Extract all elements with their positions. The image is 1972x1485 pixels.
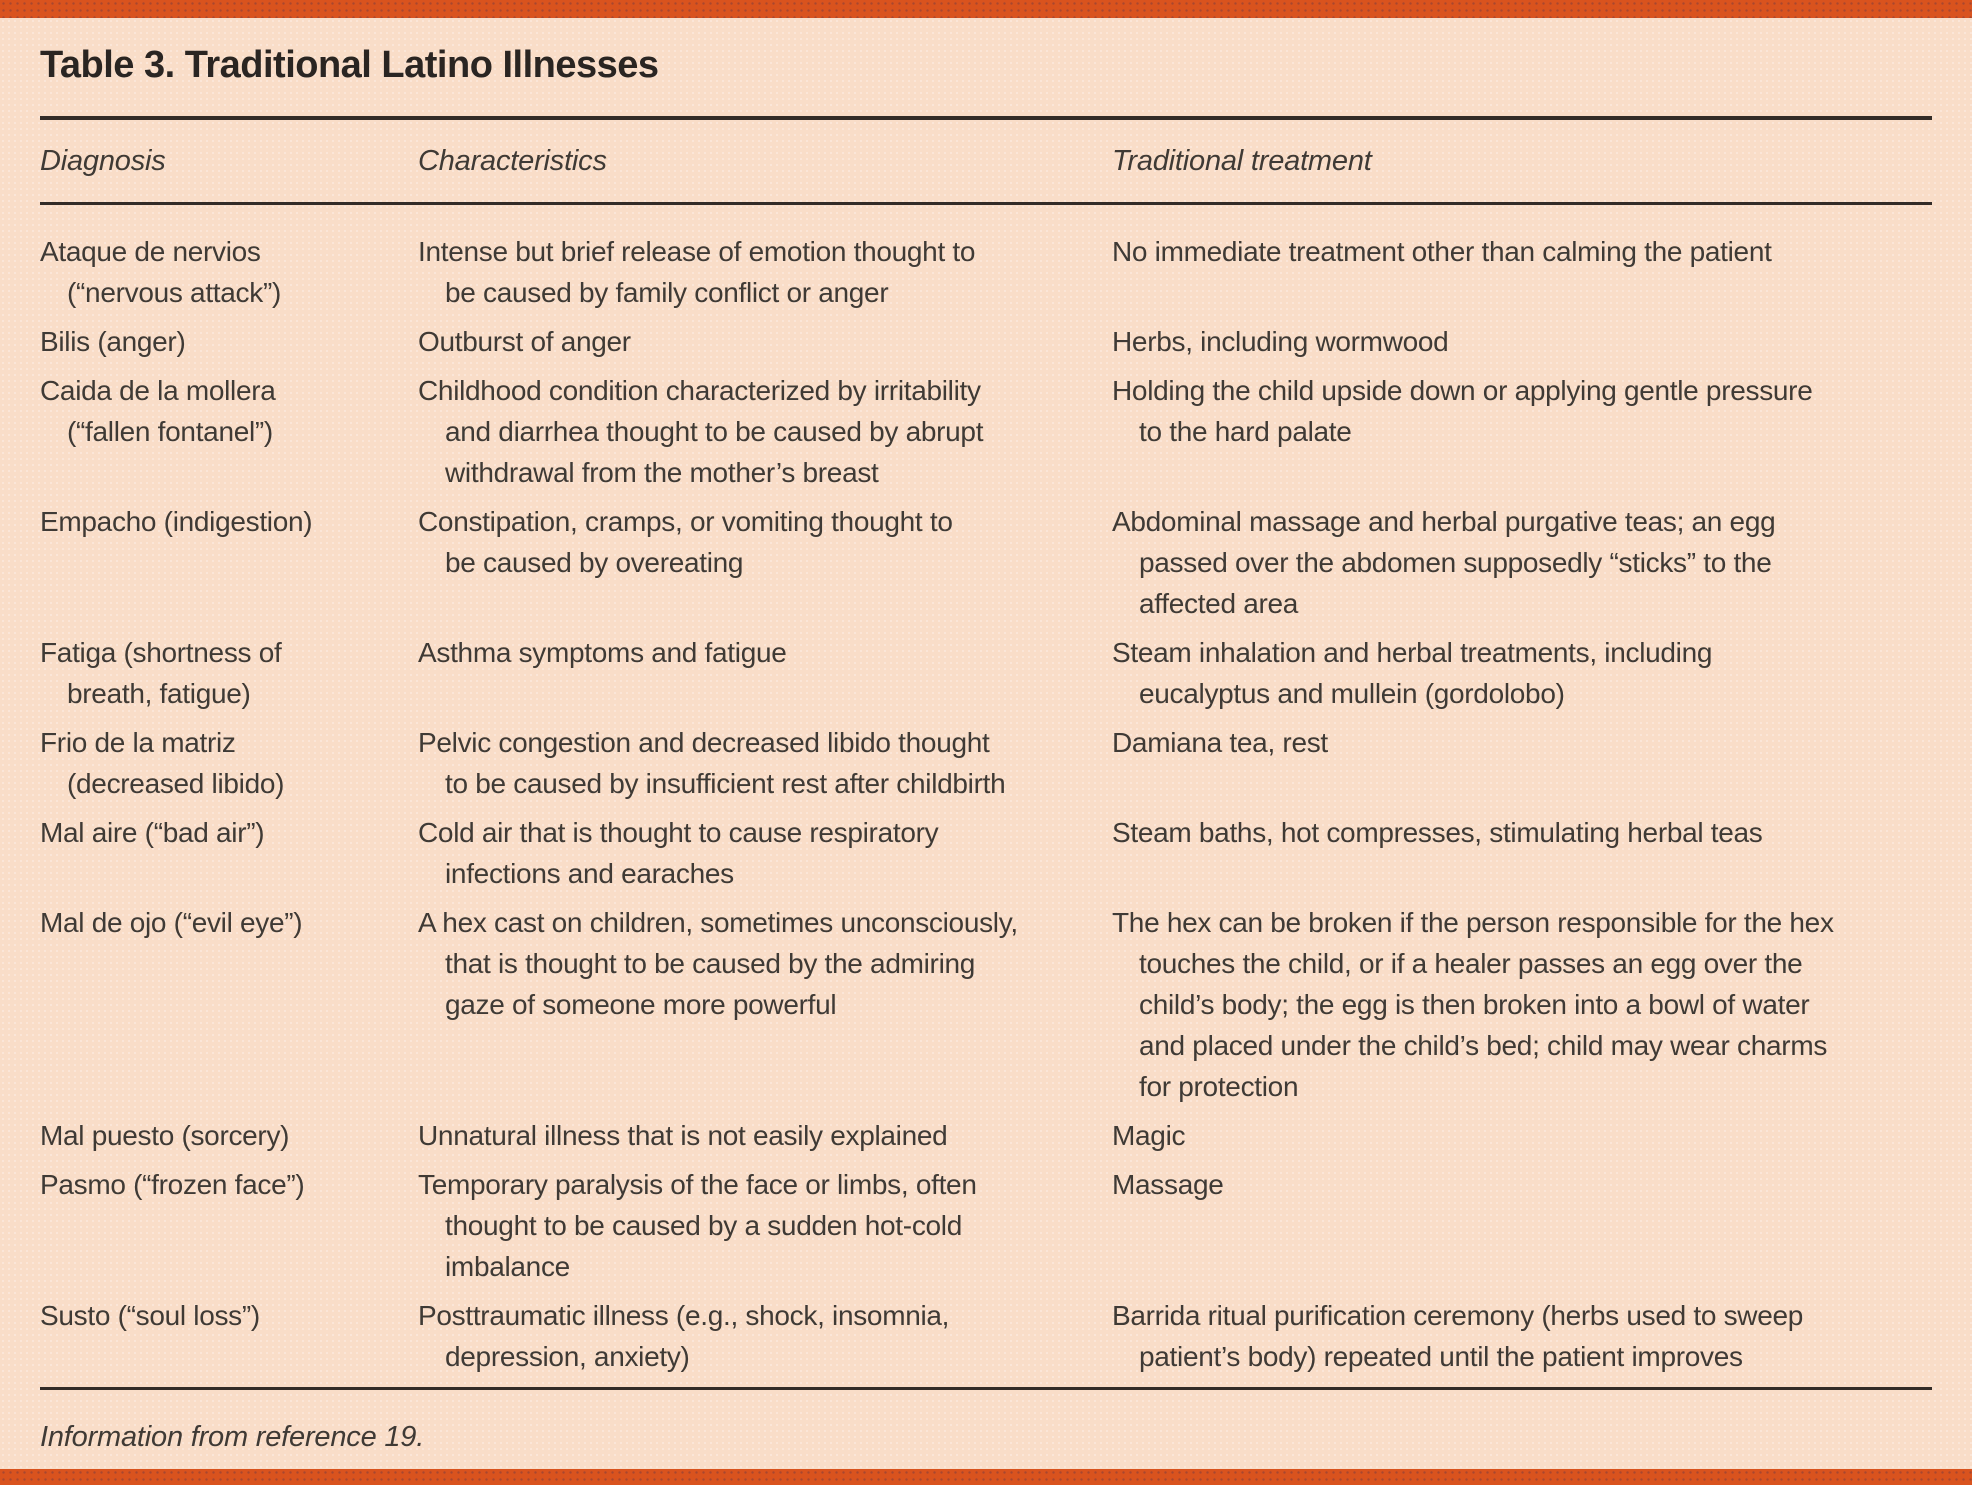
cell-line: A hex cast on children, sometimes unconsciously, bbox=[418, 907, 1018, 938]
cell-diagnosis bbox=[40, 812, 418, 894]
cell-line: breath, fatigue) bbox=[67, 678, 251, 709]
cell-line: (“fallen fontanel”) bbox=[67, 416, 273, 447]
cell-diagnosis bbox=[40, 902, 418, 1107]
cell-characteristics bbox=[418, 1115, 1112, 1156]
cell-line: Asthma symptoms and fatigue bbox=[418, 637, 787, 668]
cell-line: Mal de ojo (“evil eye”) bbox=[40, 907, 303, 938]
cell-line: gaze of someone more powerful bbox=[445, 989, 837, 1020]
table-title: Table 3. Traditional Latino Illnesses bbox=[40, 44, 659, 86]
cell-line: Caida de la mollera bbox=[40, 375, 276, 406]
top-accent-bar bbox=[0, 0, 1972, 18]
cell-diagnosis bbox=[40, 231, 418, 313]
cell-line: Abdominal massage and herbal purgative teas; an egg bbox=[1112, 506, 1776, 537]
table-row bbox=[40, 812, 1932, 894]
cell-line: to the hard palate bbox=[1139, 416, 1352, 447]
cell-line: Holding the child upside down or applying gentle pressure bbox=[1112, 375, 1813, 406]
table-row bbox=[40, 902, 1932, 1107]
cell-line: Pelvic congestion and decreased libido thought bbox=[418, 727, 990, 758]
cell-diagnosis bbox=[40, 632, 418, 714]
column-header-characteristics: Characteristics bbox=[418, 145, 607, 177]
cell-treatment bbox=[1112, 1115, 1932, 1156]
cell-line: thought to be caused by a sudden hot-cold bbox=[445, 1210, 962, 1241]
column-header-treatment: Traditional treatment bbox=[1112, 145, 1372, 177]
table-row bbox=[40, 1295, 1932, 1377]
cell-diagnosis bbox=[40, 1295, 418, 1377]
cell-characteristics bbox=[418, 722, 1112, 804]
cell-line: Intense but brief release of emotion thought to bbox=[418, 236, 976, 267]
cell-line: Posttraumatic illness (e.g., shock, insomnia, bbox=[418, 1300, 950, 1331]
cell-line: Empacho (indigestion) bbox=[40, 506, 313, 537]
bottom-accent-bar bbox=[0, 1469, 1972, 1485]
cell-line: passed over the abdomen supposedly “sticks” to the bbox=[1139, 547, 1772, 578]
cell-line: Steam baths, hot compresses, stimulating herbal teas bbox=[1112, 817, 1763, 848]
cell-line: Magic bbox=[1112, 1120, 1186, 1151]
table-row bbox=[40, 501, 1932, 624]
cell-diagnosis bbox=[40, 1115, 418, 1156]
cell-treatment bbox=[1112, 501, 1932, 624]
table-row bbox=[40, 1164, 1932, 1287]
cell-characteristics bbox=[418, 1295, 1112, 1377]
cell-line: No immediate treatment other than calming the patient bbox=[1112, 236, 1772, 267]
cell-line: eucalyptus and mullein (gordolobo) bbox=[1139, 678, 1565, 709]
cell-line: Unnatural illness that is not easily explained bbox=[418, 1120, 948, 1151]
cell-treatment bbox=[1112, 231, 1932, 313]
table-row bbox=[40, 231, 1932, 313]
cell-line: Susto (“soul loss”) bbox=[40, 1300, 260, 1331]
cell-line: Ataque de nervios bbox=[40, 236, 261, 267]
cell-line: be caused by family conflict or anger bbox=[445, 277, 889, 308]
cell-line: to be caused by insufficient rest after childbirth bbox=[445, 768, 1006, 799]
cell-line: depression, anxiety) bbox=[445, 1341, 690, 1372]
table-footnote: Information from reference 19. bbox=[40, 1421, 425, 1453]
table-container bbox=[0, 42, 1972, 1456]
cell-line: Pasmo (“frozen face”) bbox=[40, 1169, 305, 1200]
cell-line: Massage bbox=[1112, 1169, 1224, 1200]
cell-line: Outburst of anger bbox=[418, 326, 631, 357]
cell-line: (“nervous attack”) bbox=[67, 277, 281, 308]
table-row bbox=[40, 370, 1932, 493]
footer-divider bbox=[40, 1387, 1932, 1390]
cell-diagnosis bbox=[40, 370, 418, 493]
cell-line: Mal puesto (sorcery) bbox=[40, 1120, 290, 1151]
cell-diagnosis bbox=[40, 1164, 418, 1287]
cell-diagnosis bbox=[40, 501, 418, 624]
table-row bbox=[40, 321, 1932, 362]
cell-line: Mal aire (“bad air”) bbox=[40, 817, 265, 848]
cell-characteristics bbox=[418, 501, 1112, 624]
cell-characteristics bbox=[418, 370, 1112, 493]
cell-treatment bbox=[1112, 1164, 1932, 1287]
cell-line: patient’s body) repeated until the patient improves bbox=[1139, 1341, 1743, 1372]
cell-line: (decreased libido) bbox=[67, 768, 285, 799]
cell-characteristics bbox=[418, 902, 1112, 1107]
cell-treatment bbox=[1112, 321, 1932, 362]
title-divider bbox=[40, 116, 1932, 120]
cell-characteristics bbox=[418, 231, 1112, 313]
table-body bbox=[40, 205, 1932, 1377]
cell-line: be caused by overeating bbox=[445, 547, 744, 578]
cell-line: Damiana tea, rest bbox=[1112, 727, 1328, 758]
cell-treatment bbox=[1112, 1295, 1932, 1377]
table-row bbox=[40, 632, 1932, 714]
cell-line: The hex can be broken if the person responsible for the hex bbox=[1112, 907, 1834, 938]
table-row bbox=[40, 1115, 1932, 1156]
cell-line: withdrawal from the mother’s breast bbox=[445, 457, 879, 488]
cell-line: Bilis (anger) bbox=[40, 326, 186, 357]
cell-diagnosis bbox=[40, 321, 418, 362]
cell-line: child’s body; the egg is then broken into a bowl of water bbox=[1139, 989, 1810, 1020]
cell-line: that is thought to be caused by the admiring bbox=[445, 948, 976, 979]
cell-characteristics bbox=[418, 812, 1112, 894]
cell-line: for protection bbox=[1139, 1071, 1299, 1102]
cell-characteristics bbox=[418, 1164, 1112, 1287]
cell-line: and diarrhea thought to be caused by abrupt bbox=[445, 416, 984, 447]
cell-characteristics bbox=[418, 321, 1112, 362]
cell-treatment bbox=[1112, 812, 1932, 894]
table-header-row bbox=[40, 138, 1932, 184]
cell-line: Frio de la matriz bbox=[40, 727, 236, 758]
cell-line: infections and earaches bbox=[445, 858, 734, 889]
cell-line: Temporary paralysis of the face or limbs, often bbox=[418, 1169, 977, 1200]
cell-line: Steam inhalation and herbal treatments, including bbox=[1112, 637, 1713, 668]
cell-treatment bbox=[1112, 632, 1932, 714]
cell-diagnosis bbox=[40, 722, 418, 804]
table-row bbox=[40, 722, 1932, 804]
cell-treatment bbox=[1112, 902, 1932, 1107]
cell-line: Fatiga (shortness of bbox=[40, 637, 282, 668]
cell-line: and placed under the child’s bed; child may wear charms bbox=[1139, 1030, 1828, 1061]
cell-treatment bbox=[1112, 370, 1932, 493]
cell-line: affected area bbox=[1139, 588, 1299, 619]
cell-treatment bbox=[1112, 722, 1932, 804]
cell-line: Cold air that is thought to cause respiratory bbox=[418, 817, 939, 848]
cell-line: Herbs, including wormwood bbox=[1112, 326, 1449, 357]
cell-line: imbalance bbox=[445, 1251, 570, 1282]
cell-characteristics bbox=[418, 632, 1112, 714]
cell-line: Barrida ritual purification ceremony (herbs used to sweep bbox=[1112, 1300, 1804, 1331]
cell-line: Constipation, cramps, or vomiting thought to bbox=[418, 506, 953, 537]
cell-line: Childhood condition characterized by irritability bbox=[418, 375, 981, 406]
cell-line: touches the child, or if a healer passes an egg over the bbox=[1139, 948, 1803, 979]
column-header-diagnosis: Diagnosis bbox=[40, 145, 166, 177]
